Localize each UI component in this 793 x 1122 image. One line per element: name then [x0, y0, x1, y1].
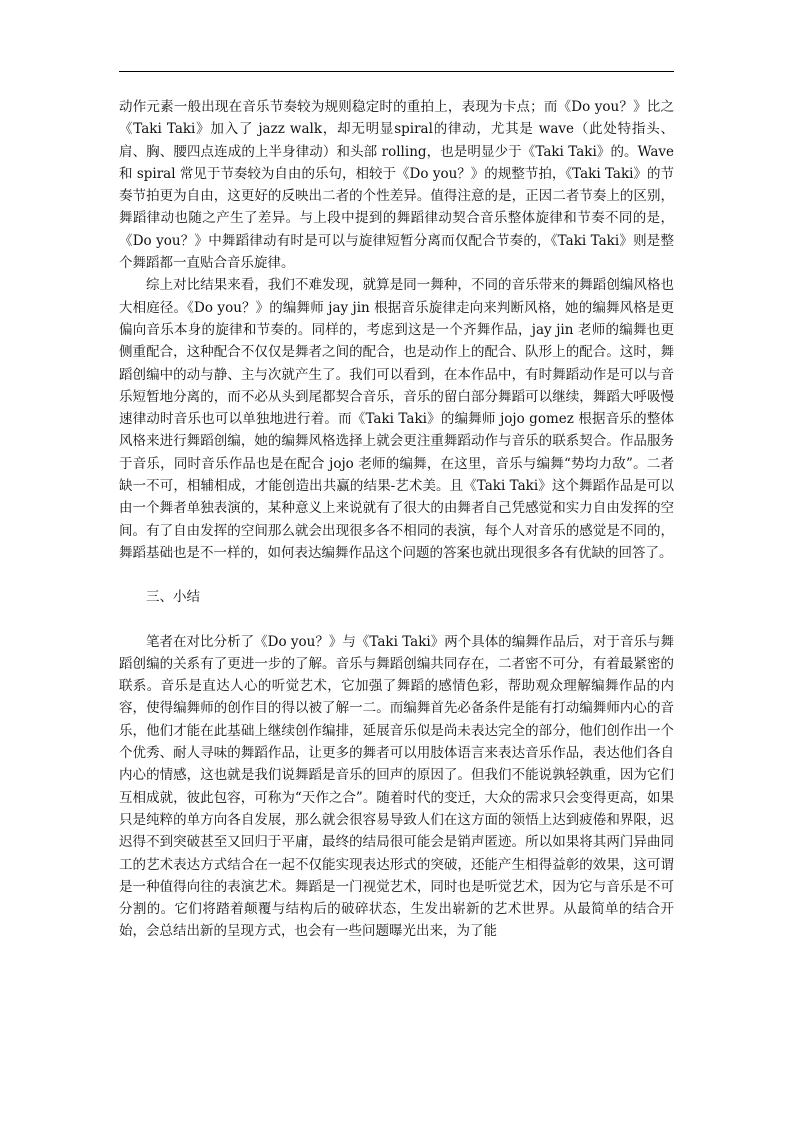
paragraph-choreography-styles: 综上对比结果来看，我们不难发现，就算是同一舞种，不同的音乐带来的舞蹈创编风格也大相庭径。《Do you？》的编舞师 jay jin 根据音乐旋律走向来判断风格，她的编舞风格是更偏向音乐本身的旋律和节奏的。同样的，考虑到这是一个齐舞作品，jay jin 老师的编舞也更侧重配合，这种配合不仅仅是舞者之间的配合，也是动作上的配合、队形上的配合。这时，舞蹈创编中的动与静、主与次就产生了。我们可以看到，在本作品中，有时舞蹈动作是可以与音乐短暂地分离的，而不必从头到尾都契合音乐，音乐的留白部分舞蹈可以继续，舞蹈大呼吸慢速律动时音乐也可以单独地进行着。而《Taki Taki》的编舞师 jojo gomez 根据音乐的整体风格来进行舞蹈创编，她的编舞风格选择上就会更注重舞蹈动作与音乐的联系契合。作品服务于音乐，同时音乐作品也是在配合 jojo 老师的编舞，在这里，音乐与编舞“势均力敌”。二者缺一不可，相辅相成，才能创造出共赢的结果-艺术美。且《Taki Taki》这个舞蹈作品是可以由一个舞者单独表演的，某种意义上来说就有了很大的由舞者自己凭感觉和实力自由发挥的空间。有了自由发挥的空间那么就会出现很多各不相同的表演，每个人对音乐的感觉是不同的，舞蹈基础也是不一样的，如何表达编舞作品这个问题的答案也就出现很多各有优缺的回答了。 [119, 277, 674, 561]
document-body [119, 96, 674, 943]
paragraph-summary: 笔者在对比分析了《Do you？》与《Taki Taki》两个具体的编舞作品后，对于音乐与舞蹈创编的关系有了更进一步的了解。音乐与舞蹈创编共同存在，二者密不可分，有着最紧密的联系。音乐是直达人心的听觉艺术，它加强了舞蹈的感情色彩，帮助观众理解编舞作品的内容，使得编舞师的创作目的得以被了解一二。而编舞首先必备条件是能有打动编舞师内心的音乐，他们才能在此基础上继续创作编排，延展音乐似是尚未表达完全的部分，他们创作出一个个优秀、耐人寻味的舞蹈作品，让更多的舞者可以用肢体语言来表达音乐作品，表达他们各自内心的情感，这也就是我们说舞蹈是音乐的回声的原因了。但我们不能说孰轻孰重，因为它们互相成就，彼此包容，可称为“天作之合”。随着时代的变迁，大众的需求只会变得更高，如果只是纯粹的单方向各自发展，那么就会很容易导致人们在这方面的领悟上达到疲倦和界限，迟迟得不到突破甚至又回归于平庸，最终的结局很可能会是销声匿迹。所以如果将其两门异曲同工的艺术表达方式结合在一起不仅能实现表达形式的突破，还能产生相得益彰的效果，这可谓是一种值得向往的表演艺术。舞蹈是一门视觉艺术，同时也是听觉艺术，因为它与音乐是不可分割的。它们将踏着颠覆与结构后的破碎状态，生发出崭新的艺术世界。从最简单的结合开始，会总结出新的呈现方式，也会有一些问题曝光出来，为了能 [119, 633, 674, 940]
section-heading-summary: 三、小结 [146, 589, 200, 606]
header-rule [119, 71, 674, 72]
paragraph-rhythm-comparison: 动作元素一般出现在音乐节奏较为规则稳定时的重拍上，表现为卡点；而《Do you？》比之《Taki Taki》加入了 jazz walk，却无明显spiral的律动，尤其是 wave（此处特指头、肩、胸、腰四点连成的上半身律动）和头部 rolling，也是明显少于《Taki Taki》的。Wave 和 spiral 常见于节奏较为自由的乐句，相较于《Do you？》的规整节拍，《Taki Taki》的节奏节拍更为自由，这更好的反映出二者的个性差异。值得注意的是，正因二者节奏上的区别，舞蹈律动也随之产生了差异。与上段中提到的舞蹈律动契合音乐整体旋律和节奏不同的是，《Do you？》中舞蹈律动有时是可以与旋律短暂分离而仅配合节奏的，《Taki Taki》则是整个舞蹈都一直贴合音乐旋律。 [119, 99, 674, 272]
